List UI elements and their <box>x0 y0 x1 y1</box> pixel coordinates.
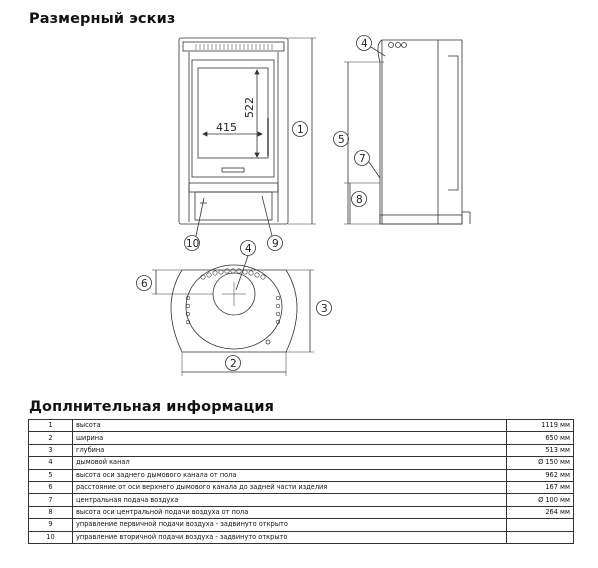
row-description: дымовой канал <box>73 457 507 469</box>
row-value: 264 мм <box>507 506 574 518</box>
row-value: Ø 100 мм <box>507 494 574 506</box>
row-description: глубина <box>73 444 507 456</box>
row-description: высота оси заднего дымового канала от пола <box>73 469 507 481</box>
row-description: центральная подача воздуха <box>73 494 507 506</box>
callout-8: 8 <box>356 194 363 206</box>
table-row <box>29 420 574 432</box>
row-value: 513 мм <box>507 444 574 456</box>
row-value: 1119 мм <box>507 420 574 432</box>
table-row <box>29 531 574 543</box>
table-row <box>29 469 574 481</box>
row-value: Ø 150 мм <box>507 457 574 469</box>
page-title: Размерный эскиз <box>29 11 176 27</box>
row-number: 4 <box>29 457 73 469</box>
table-row <box>29 432 574 444</box>
row-number: 2 <box>29 432 73 444</box>
row-number: 10 <box>29 531 73 543</box>
row-number: 9 <box>29 519 73 531</box>
callout-3: 3 <box>321 303 328 315</box>
row-value: 962 мм <box>507 469 574 481</box>
section-title: Доплнительная информация <box>29 399 275 415</box>
info-table <box>28 419 574 544</box>
callout-4-top: 4 <box>245 243 252 255</box>
row-description: высота оси центральной подачи воздуха от пола <box>73 506 507 518</box>
row-value <box>507 531 574 543</box>
front-view <box>179 38 316 224</box>
callout-7: 7 <box>359 153 366 165</box>
row-number: 6 <box>29 481 73 493</box>
table-row <box>29 519 574 531</box>
row-description: ширина <box>73 432 507 444</box>
callout-9: 9 <box>272 238 279 250</box>
side-view <box>344 40 470 224</box>
callout-2: 2 <box>230 358 237 370</box>
row-number: 5 <box>29 469 73 481</box>
row-value: 650 мм <box>507 432 574 444</box>
row-value <box>507 519 574 531</box>
callout-4-side: 4 <box>361 38 368 50</box>
row-description: высота <box>73 420 507 432</box>
callout-1: 1 <box>297 124 304 136</box>
row-number: 3 <box>29 444 73 456</box>
table-row <box>29 481 574 493</box>
row-number: 8 <box>29 506 73 518</box>
callout-6: 6 <box>141 278 148 290</box>
row-description: управление вторичной подачи воздуха - задвинуто открыто <box>73 531 507 543</box>
table-row <box>29 494 574 506</box>
row-number: 1 <box>29 420 73 432</box>
row-description: расстояние от оси верхнего дымового канала до задней части изделия <box>73 481 507 493</box>
width-dimension: 415 <box>216 121 237 134</box>
height-dimension: 522 <box>243 97 256 118</box>
callout-5: 5 <box>338 134 345 146</box>
row-number: 7 <box>29 494 73 506</box>
callout-10: 10 <box>186 238 200 250</box>
table-row <box>29 444 574 456</box>
table-row <box>29 457 574 469</box>
row-description: управление первичной подачи воздуха - задвинуто открыто <box>73 519 507 531</box>
row-value: 167 мм <box>507 481 574 493</box>
table-row <box>29 506 574 518</box>
